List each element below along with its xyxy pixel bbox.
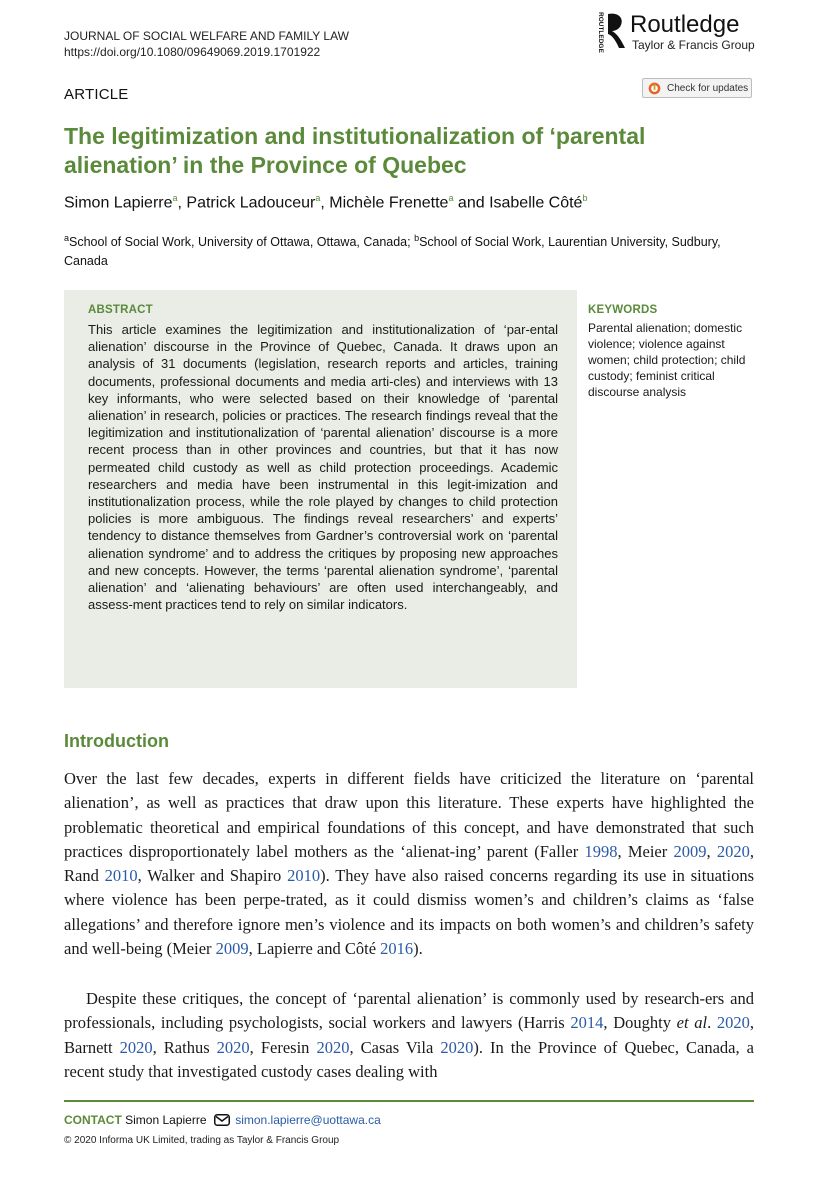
paragraph-text: , Feresin [249, 1037, 317, 1057]
vertical-wordmark-text: ROUTLEDGE [597, 12, 604, 53]
paragraph-text: , Lapierre and Côté [248, 939, 381, 959]
author-separator: and [453, 194, 490, 212]
citation-year-link[interactable]: 2020 [316, 1037, 350, 1057]
contact-label: CONTACT [64, 1113, 122, 1127]
author-name: Isabelle Côté [489, 194, 583, 212]
affiliation-mark: a [64, 233, 70, 243]
doi-link[interactable]: https://doi.org/10.1080/09649069.2019.1701922 [64, 45, 321, 59]
paragraph-text: ). In the Province of Quebec, Canada, a recent study that investigated custody cases dealing with [64, 1037, 754, 1081]
affiliation-text: School of Social Work, Laurentian University, Sudbury, Canada [64, 235, 721, 269]
paragraph-text: , Meier [617, 841, 674, 861]
affiliations [64, 229, 764, 271]
citation-year-link[interactable]: 2009 [215, 939, 249, 959]
title-line-2: alienation’ in the Province of Quebec [64, 152, 467, 178]
citation-year-link[interactable]: 2010 [104, 866, 138, 886]
paragraph-text: , Rand [64, 841, 754, 886]
citation-year-link[interactable]: 2016 [380, 939, 414, 959]
article-title [64, 122, 764, 180]
check-updates-label: Check for updates [667, 83, 749, 94]
keywords-text: Parental alienation; domestic violence; violence against women; child protection; child custody; feminist critical discourse analysis [588, 321, 746, 399]
routledge-vertical-wordmark [590, 12, 602, 54]
contact-name: Simon Lapierre [125, 1113, 207, 1127]
keywords-heading: KEYWORDS [588, 304, 658, 316]
citation-year-link[interactable]: 1998 [584, 841, 618, 861]
paragraph-text: . [707, 1013, 717, 1033]
publisher-name: Routledge [630, 11, 740, 38]
italic-text: et al [676, 1013, 708, 1033]
paragraph-text: Despite these critiques, the concept of ‘parental alienation’ is commonly used by research-ers and professionals, including psychologists, social workers and lawyers (Harris [64, 989, 754, 1033]
paragraph-text: , Rathus [152, 1037, 217, 1057]
abstract-text: This article examines the legitimization and institutionalization of ‘par-ental alienation’ discourse in the Province of Quebec, Canada. It draws upon an analysis of 31 documents (legislation, research reports and articles, training documents, professional documents and media arti-cles) and interviews with 13 key informants, who were selected based on their knowledge of ‘parental alienation’ in research, policies or practices. The research findings reveal that the legitimization and institutionalization of ‘parental alienation’ discourse is a more recent process than in other provinces and countries, but that it has now permeated child custody as well as child protection proceedings. Academic researchers and media have been instrumental in this legit-imization and institutionalization process, while the role played by changes to child protection policies is more ambiguous. The findings reveal researchers’ and experts’ tendency to distance themselves from Gardner’s controversial work on ‘parental alienation syndrome’ and to address the critiques by proposing new approaches and new concepts. However, the terms ‘parental alienation syndrome’, ‘parental alienation’ and ‘alienating behaviours’ are often used interchangeably, and assess-ment practices tend to rely on similar indicators. [88, 322, 558, 613]
journal-header [64, 28, 349, 60]
author-name: Michèle Frenette [329, 194, 449, 212]
article-type: ARTICLE [64, 86, 129, 103]
author-affiliation-mark[interactable]: a [172, 193, 178, 203]
introduction-paragraph-1 [64, 767, 754, 961]
citation-year-link[interactable]: 2020 [119, 1037, 153, 1057]
paragraph-text: , Barnett [64, 1013, 754, 1057]
author-list [64, 193, 587, 212]
check-updates-icon [648, 82, 661, 95]
citation-year-link[interactable]: 2020 [716, 1013, 750, 1033]
introduction-paragraph-2 [64, 987, 754, 1084]
author-separator: , [320, 194, 330, 212]
citation-year-link[interactable]: 2020 [216, 1037, 250, 1057]
journal-name: JOURNAL OF SOCIAL WELFARE AND FAMILY LAW [64, 29, 349, 43]
check-for-updates-button[interactable] [642, 78, 752, 98]
publisher-logo [590, 10, 765, 56]
author-separator: , [177, 194, 187, 212]
citation-year-link[interactable]: 2020 [440, 1037, 474, 1057]
citation-year-link[interactable]: 2009 [673, 841, 707, 861]
publisher-group: Taylor & Francis Group [632, 38, 755, 52]
author-name: Patrick Ladouceur [186, 194, 316, 212]
contact-email-link[interactable]: simon.lapierre@uottawa.ca [235, 1113, 381, 1127]
citation-year-link[interactable]: 2014 [570, 1013, 604, 1033]
author-name: Simon Lapierre [64, 194, 173, 212]
paragraph-text: , Casas Vila [349, 1037, 441, 1057]
contact-line [64, 1112, 381, 1128]
paragraph-text: Over the last few decades, experts in different fields have criticized the literature on ‘parental alienation’, as well as practices that draw upon this literature. These experts have highlighted the problematic theoretical and empirical foundations of this concept, and have demonstrated that such practices disproportionately label mothers as the ‘alienat-ing’ parent (Faller [64, 769, 754, 861]
affiliation-text: School of Social Work, University of Ottawa, Ottawa, Canada; [69, 235, 415, 250]
copyright-notice: © 2020 Informa UK Limited, trading as Taylor & Francis Group [64, 1135, 340, 1146]
citation-year-link[interactable]: 2010 [287, 866, 321, 886]
title-line-1: The legitimization and institutionalization of ‘parental [64, 123, 646, 149]
paragraph-text: , Walker and Shapiro [137, 866, 288, 886]
author-affiliation-mark[interactable]: a [448, 193, 454, 203]
footer-divider [64, 1100, 754, 1102]
routledge-emblem-icon [604, 10, 628, 50]
paragraph-text: , Doughty [603, 1013, 677, 1033]
affiliation-mark: b [414, 233, 420, 243]
abstract-heading: ABSTRACT [88, 304, 153, 316]
paragraph-text: , [706, 841, 717, 861]
citation-year-link[interactable]: 2020 [716, 841, 750, 861]
paragraph-text: ). [413, 939, 423, 959]
introduction-heading: Introduction [64, 731, 169, 751]
author-affiliation-mark[interactable]: a [315, 193, 321, 203]
email-icon [214, 1114, 230, 1126]
paragraph-text: ). They have also raised concerns regarding its use in situations where violence has been perpe-trated, as it could dismiss women’s and children’s claims as ‘false allegations’ and therefore ignore men’s violence and its impacts on both women’s and children’s safety and well-being (Meier [64, 866, 754, 959]
author-affiliation-mark[interactable]: b [582, 193, 588, 203]
